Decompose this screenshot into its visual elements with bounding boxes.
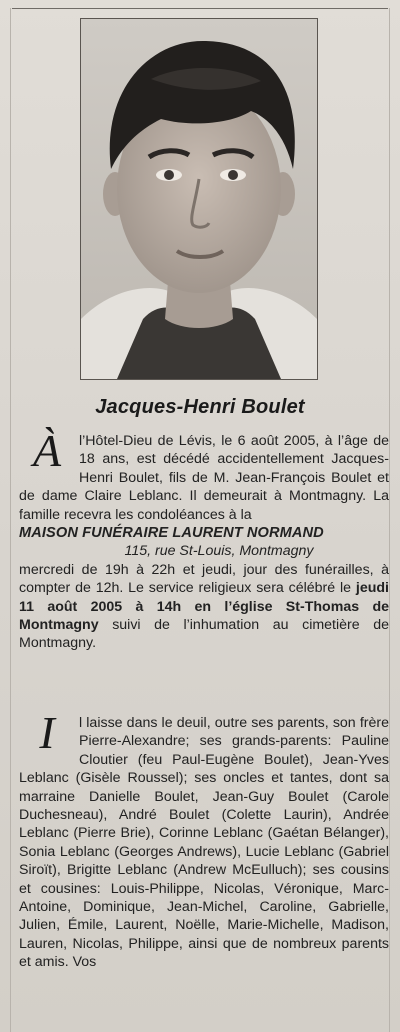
portrait-photo — [80, 18, 318, 380]
paragraph-1-text-a: l’Hôtel-Dieu de Lévis, le 6 août 2005, à l’âge de 18 ans, est décédé accidentellement Jacques-Henri Boulet, fils de M. Jean-François Boulet et de dame Claire Leblanc. Il demeurait à Montmagny. La famille recevra les condoléances à la — [19, 433, 389, 523]
dropcap-letter: À — [32, 425, 62, 476]
dropcap-letter: I — [39, 707, 55, 758]
paragraph-1-text-b: mercredi de 19h à 22h et jeudi, jour des funérailles, à compter de 12h. Le service religieux sera célébré le — [19, 561, 389, 597]
column-divider-left — [10, 8, 11, 1032]
portrait-illustration — [81, 19, 317, 379]
funeral-home-name: MAISON FUNÉRAIRE LAURENT NORMAND — [19, 525, 324, 542]
service-date-location: jeudi 11 août 2005 à 14h en l’église St-Thomas de Montmagny — [19, 580, 389, 634]
funeral-home-address: 115, rue St-Louis, Montmagny — [124, 543, 314, 560]
obituary-paragraph-1 — [19, 425, 389, 653]
deceased-name: Jacques-Henri Boulet — [95, 396, 305, 418]
paragraph-1-text-c: suivi de l’inhumation au cimetière de Montmagny. — [19, 617, 389, 652]
top-rule — [12, 8, 388, 9]
column-divider-right — [389, 8, 390, 1032]
obituary-paragraph-2 — [19, 707, 389, 972]
paragraph-2-text: l laisse dans le deuil, outre ses parents, son frère Pierre-Alexandre; ses grands-parents: Pauline Cloutier (feu Paul-Eugène Boulet), Jean-Yves Leblanc (Gisèle Roussel); ses oncles et tantes, dont sa marraine Danielle Boulet, Jean-Guy Boulet (Carole Duchesneau), André Boulet (Colette Laurin), Andrée Leblanc (Pierre Brie), Corinne Leblanc (Gaétan Bélanger), Sonia Leblanc (Georges Andrews), Lucie Leblanc (Gabriel Siroït), Brigitte Leblanc (Andrew McEulluch); ses cousins et cousines: Louis-Philippe, Nicolas, Véronique, Marc-Antoine, Dominique, Jean-Michel, Caroline, Gabrielle, Julien, Émile, Laurent, Noëlle, Marie-Michelle, Madison, Lauren, Nicolas, Philippe, ainsi que de nombreux parents et amis. Vos — [19, 715, 389, 971]
